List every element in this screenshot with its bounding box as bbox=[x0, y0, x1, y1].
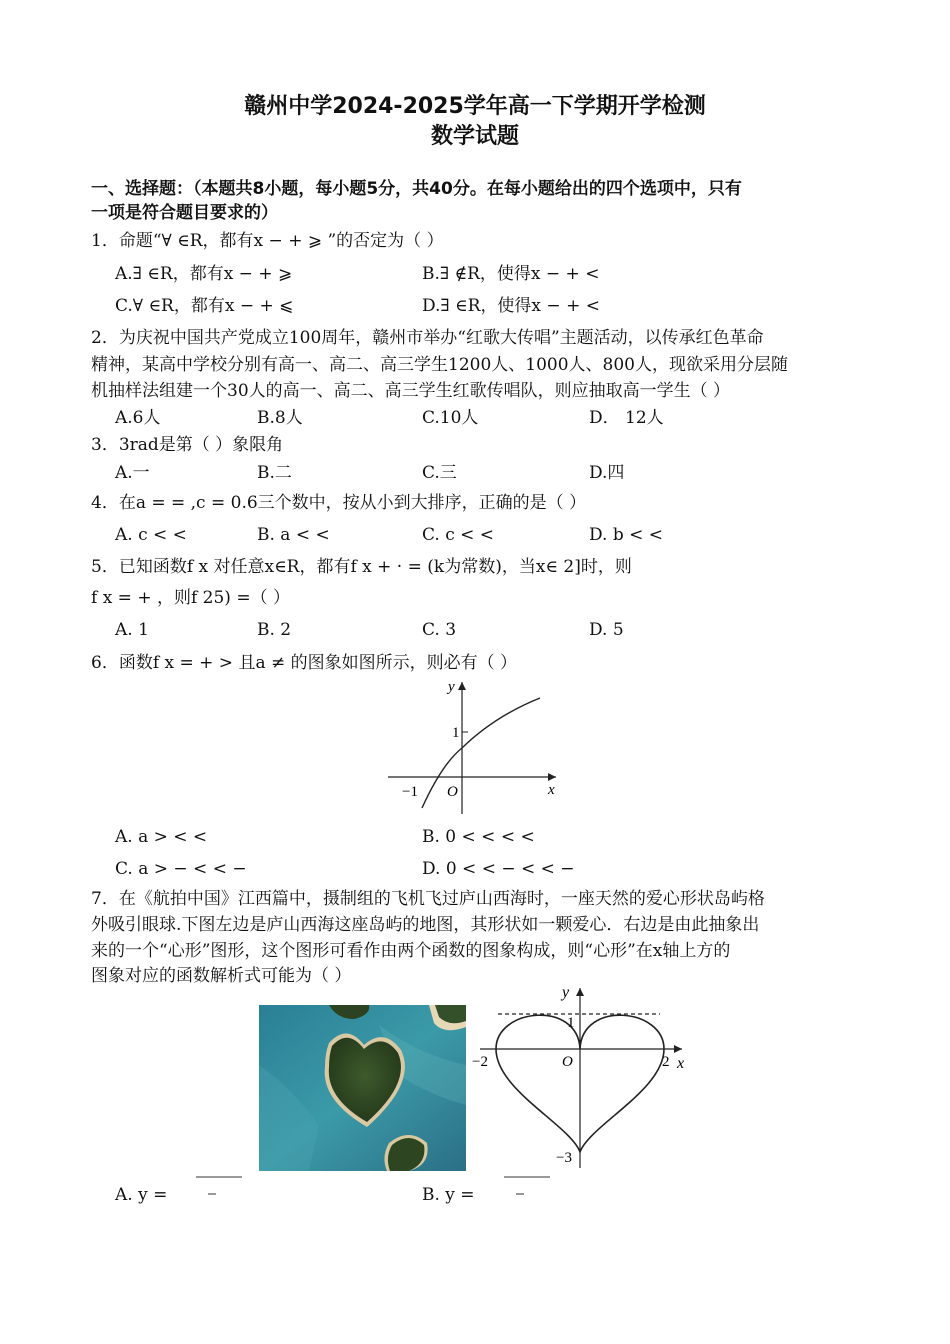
q7-option-a-radical bbox=[190, 1172, 250, 1202]
q4-option-a[interactable]: A. c < < bbox=[115, 525, 187, 545]
exam-subtitle: 数学试题 bbox=[430, 124, 519, 149]
q4-option-d[interactable]: D. b < < bbox=[589, 525, 664, 545]
q7-option-b[interactable]: B. y = bbox=[422, 1185, 475, 1205]
q5-option-c[interactable]: C. 3 bbox=[422, 620, 457, 640]
q7-option-a[interactable]: A. y = bbox=[115, 1185, 168, 1205]
q7-one-label: 1 bbox=[567, 1015, 575, 1031]
q5-stem-line2: f x = + ，则f 25) =（ ） bbox=[91, 588, 290, 608]
q6-option-a[interactable]: A. a > < < bbox=[115, 827, 208, 847]
q3-stem: 3．3rad是第（ ）象限角 bbox=[91, 435, 284, 455]
q7-neg-three-label: −3 bbox=[556, 1150, 572, 1166]
q1-option-c[interactable]: C.∀ ∈R，都有x − + ⩽ bbox=[115, 296, 294, 316]
q6-y-label: y bbox=[448, 679, 455, 695]
q7-x-label: x bbox=[677, 1055, 685, 1072]
q2-option-c[interactable]: C.10人 bbox=[422, 408, 479, 428]
q7-stem-line2: 外吸引眼球.下图左边是庐山西海这座岛屿的地图，其形状如一颗爱心．右边是由此抽象出 bbox=[91, 915, 760, 935]
q2-stem-line2: 精神，某高中学校分别有高一、高二、高三学生1200人、1000人、800人，现欲采用分层随 bbox=[91, 355, 788, 375]
q2-stem-line1: 2．为庆祝中国共产党成立100周年，赣州市举办“红歌大传唱”主题活动，以传承红色革命 bbox=[91, 328, 764, 348]
q7-heart-graph bbox=[470, 980, 690, 1170]
q5-stem-line1: 5．已知函数f x 对任意x∈R，都有f x + · = (k为常数)，当x∈ 2]时，则 bbox=[91, 557, 632, 577]
q6-function-graph bbox=[380, 676, 570, 816]
q7-origin-label: O bbox=[562, 1054, 573, 1070]
q7-neg-two-label: −2 bbox=[472, 1054, 488, 1070]
q6-option-c[interactable]: C. a > − < < − bbox=[115, 859, 247, 879]
q3-option-c[interactable]: C.三 bbox=[422, 463, 457, 483]
q2-stem-line3: 机抽样法组建一个30人的高一、高二、高三学生红歌传唱队，则应抽取高一学生（ ） bbox=[91, 381, 731, 401]
q3-option-a[interactable]: A.一 bbox=[115, 463, 150, 483]
q4-stem: 4．在a = = ,c = 0.6三个数中，按从小到大排序，正确的是（ ） bbox=[91, 493, 587, 513]
exam-title: 赣州中学2024-2025学年高一下学期开学检测 bbox=[244, 94, 706, 119]
q7-stem-line1: 7．在《航拍中国》江西篇中，摄制组的飞机飞过庐山西海时，一座天然的爱心形状岛屿格 bbox=[91, 889, 765, 909]
q7-option-b-radical bbox=[500, 1172, 560, 1202]
q7-two-label: 2 bbox=[662, 1054, 670, 1070]
q7-stem-line4: 图象对应的函数解析式可能为（ ） bbox=[91, 966, 352, 986]
q4-option-c[interactable]: C. c < < bbox=[422, 525, 495, 545]
heart-island-photo bbox=[259, 1005, 466, 1171]
q6-neg-one-label: −1 bbox=[402, 784, 418, 800]
q6-option-d[interactable]: D. 0 < < − < < − bbox=[422, 859, 575, 879]
q6-x-label: x bbox=[548, 782, 555, 798]
q2-option-d[interactable]: D． 12人 bbox=[589, 408, 664, 428]
q1-option-d[interactable]: D.∃ ∈R，使得x − + < bbox=[422, 296, 600, 316]
q1-stem: 1．命题“∀ ∈R，都有x − + ⩾ ”的否定为（ ） bbox=[91, 231, 444, 251]
q5-option-b[interactable]: B. 2 bbox=[257, 620, 292, 640]
q6-one-label: 1 bbox=[452, 725, 460, 741]
q6-origin-label: O bbox=[447, 784, 458, 800]
section-heading: 一、选择题：（本题共8小题，每小题5分，共40分。在每小题给出的四个选项中，只有 bbox=[91, 179, 742, 199]
q6-curve bbox=[422, 698, 540, 808]
q2-option-b[interactable]: B.8人 bbox=[257, 408, 303, 428]
q4-option-b[interactable]: B. a < < bbox=[257, 525, 330, 545]
q5-option-a[interactable]: A. 1 bbox=[115, 620, 149, 640]
q3-option-b[interactable]: B.二 bbox=[257, 463, 292, 483]
q1-option-a[interactable]: A.∃ ∈R，都有x − + ⩾ bbox=[115, 264, 293, 284]
q7-stem-line3: 来的一个“心形”图形，这个图形可看作由两个函数的图象构成，则“心形”在x轴上方的 bbox=[91, 941, 731, 961]
q6-stem: 6．函数f x = + > 且a ≠ 的图象如图所示，则必有（ ） bbox=[91, 653, 518, 673]
q3-option-d[interactable]: D.四 bbox=[589, 463, 625, 483]
q5-option-d[interactable]: D. 5 bbox=[589, 620, 624, 640]
q1-option-b[interactable]: B.∃ ∉R，使得x − + < bbox=[422, 264, 600, 284]
q2-option-a[interactable]: A.6人 bbox=[115, 408, 161, 428]
section-heading-cont: 一项是符合题目要求的） bbox=[91, 203, 278, 223]
q6-option-b[interactable]: B. 0 < < < < bbox=[422, 827, 535, 847]
q7-y-label: y bbox=[562, 984, 570, 1001]
